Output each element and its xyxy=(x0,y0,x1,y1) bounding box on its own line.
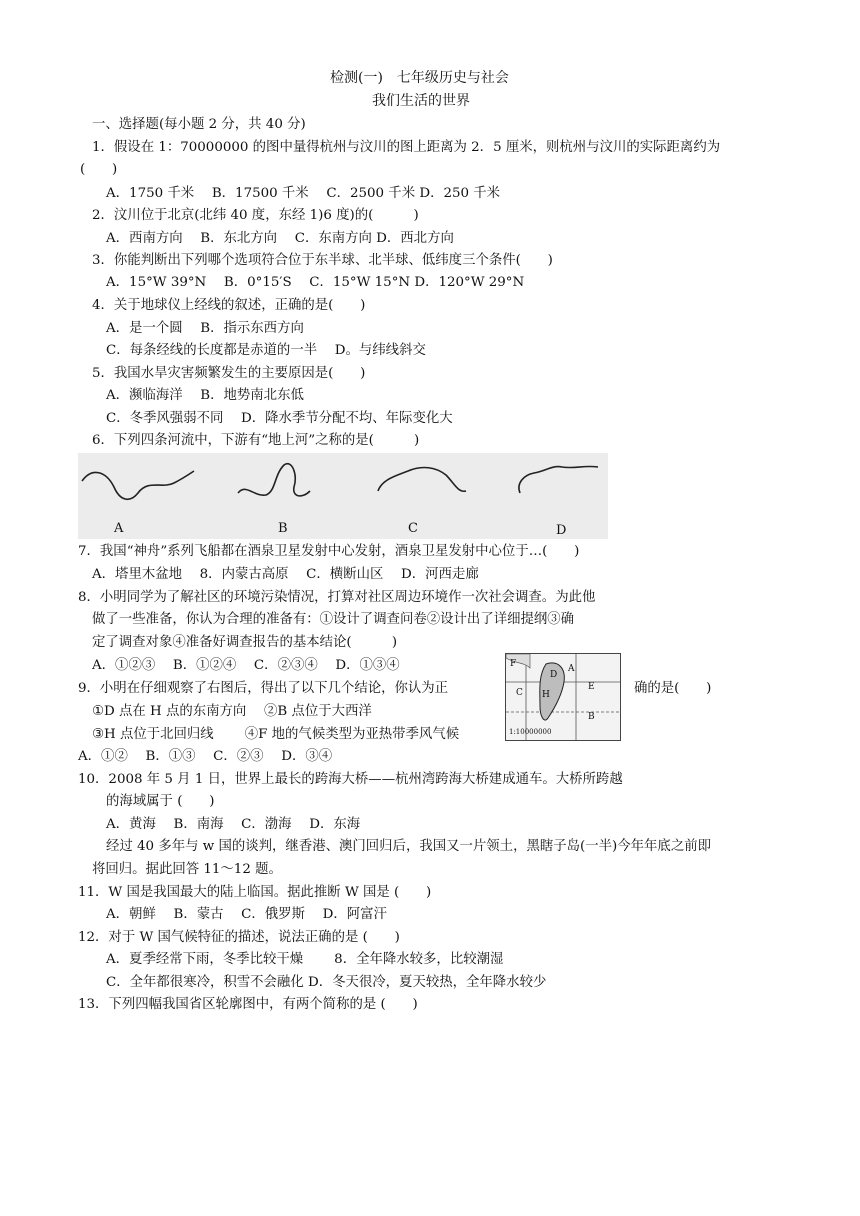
question-9-line-1a: 9．小明在仔细观察了右图后，得出了以下几个结论，你认为正 xyxy=(78,681,449,696)
question-7-options: A．塔里木盆地 8．内蒙古高原 C．横断山区 D．河西走廊 xyxy=(92,567,479,582)
question-10-line-1: 10．2008 年 5 月 1 日，世界上最长的跨海大桥——杭州湾跨海大桥建成通车。大桥所跨越 xyxy=(78,772,623,787)
q9-map-figure xyxy=(505,653,621,741)
river-label-d: D xyxy=(556,523,567,538)
map-label-e: E xyxy=(588,682,595,692)
passage-line-1: 经过 40 多年与 w 国的谈判，继香港、澳门回归后，我国又一片领土，黑瞎子岛(一半)今年年底之前即 xyxy=(106,839,711,854)
question-5-options-2: C．冬季风强弱不同 D．降水季节分配不均、年际变化大 xyxy=(106,411,453,426)
question-9-line-1b: 确的是( ) xyxy=(634,681,712,696)
question-5-options-1: A．濒临海洋 B．地势南北东低 xyxy=(106,388,304,403)
question-11-stem: 11．W 国是我国最大的陆上临国。据此推断 W 国是 ( ) xyxy=(78,885,432,900)
question-9-line-3: ③H 点位于北回归线 ④F 地的气候类型为亚热带季风气候 xyxy=(92,727,460,742)
map-scale: 1:10000000 xyxy=(509,728,552,736)
question-2-options: A．西南方向 B．东北方向 C．东南方向 D．西北方向 xyxy=(106,231,454,246)
question-12-options-2: C．全年都很寒冷，积雪不会融化 D．冬天很冷，夏天较热，全年降水较少 xyxy=(106,975,547,990)
question-10-options: A．黄海 B．南海 C．渤海 D．东海 xyxy=(106,817,361,832)
river-figure xyxy=(78,453,608,539)
map-label-b: B xyxy=(588,712,595,722)
question-3-stem: 3．你能判断出下列哪个选项符合位于东半球、北半球、低纬度三个条件( ) xyxy=(92,253,553,268)
map-label-f: F xyxy=(510,659,517,669)
question-2-stem: 2．汶川位于北京(北纬 40 度，东经 1)6 度)的( ) xyxy=(92,208,419,223)
question-8-line-1: 8．小明同学为了解社区的环境污染情况，打算对社区周边环境作一次社会调查。为此他 xyxy=(78,590,596,605)
map-label-d: D xyxy=(550,670,558,680)
question-5-stem: 5．我国水旱灾害频繁发生的主要原因是( ) xyxy=(92,366,366,381)
question-6-stem: 6．下列四条河流中，下游有“地上河”之称的是( ) xyxy=(92,433,420,448)
question-4-options-2: C．每条经线的长度都是赤道的一半 D。与纬线斜交 xyxy=(106,343,426,358)
question-3-options: A．15°W 39°N B．0°15′S C．15°W 15°N D．120°W 29°N xyxy=(106,275,525,290)
question-1-options: A．1750 千米 B．17500 千米 C．2500 千米 D．250 千米 xyxy=(106,186,501,201)
question-4-options-1: A．是一个圆 B．指示东西方向 xyxy=(106,321,304,336)
question-9-line-2: ①D 点在 H 点的东南方向 ②B 点位于大西洋 xyxy=(92,704,372,719)
map-label-c: C xyxy=(516,688,523,698)
river-label-b: B xyxy=(278,521,288,536)
question-11-options: A．朝鲜 B．蒙古 C．俄罗斯 D．阿富汗 xyxy=(106,907,387,922)
question-8-options: A．①②③ B．①②④ C．②③④ D．①③④ xyxy=(92,658,400,673)
question-12-stem: 12．对于 W 国气候特征的描述，说法正确的是 ( ) xyxy=(78,930,400,945)
question-1-stem: 1．假设在 1：70000000 的图中量得杭州与汶川的图上距离为 2．5 厘米，则杭州与汶川的实际距离约为 xyxy=(92,140,721,155)
page-subtitle: 我们生活的世界 xyxy=(372,93,470,109)
section-heading: 一、选择题(每小题 2 分，共 40 分) xyxy=(92,117,306,132)
page-title: 检测(一) 七年级历史与社会 xyxy=(330,70,509,86)
river-label-c: C xyxy=(408,521,418,536)
question-10-line-2: 的海域属于 ( ) xyxy=(106,794,215,809)
river-label-a: A xyxy=(114,521,124,536)
question-1-bracket: ( ) xyxy=(80,162,118,177)
question-8-line-2: 做了一些准备，你认为合理的准备有：①设计了调查问卷②设计出了详细提纲③确 xyxy=(92,612,575,627)
question-8-line-3: 定了调查对象④准备好调查报告的基本结论( ) xyxy=(92,635,398,650)
map-label-a: A xyxy=(568,664,575,674)
question-7-stem: 7．我国“神舟”系列飞船都在酒泉卫星发射中心发射，酒泉卫星发射中心位于…( ) xyxy=(78,544,580,559)
passage-line-2: 将回归。据此回答 11～12 题。 xyxy=(92,862,282,877)
question-9-options: A．①② B．①③ C．②③ D．③④ xyxy=(78,749,333,764)
map-label-h: H xyxy=(542,690,550,700)
river-outlines-image xyxy=(78,453,608,539)
question-4-stem: 4．关于地球仪上经线的叙述，正确的是( ) xyxy=(92,298,366,313)
question-12-options-1: A．夏季经常下雨，冬季比较干燥 8．全年降水较多，比较潮湿 xyxy=(106,952,504,967)
question-13-stem: 13．下列四幅我国省区轮廓图中，有两个简称的是 ( ) xyxy=(78,997,418,1012)
